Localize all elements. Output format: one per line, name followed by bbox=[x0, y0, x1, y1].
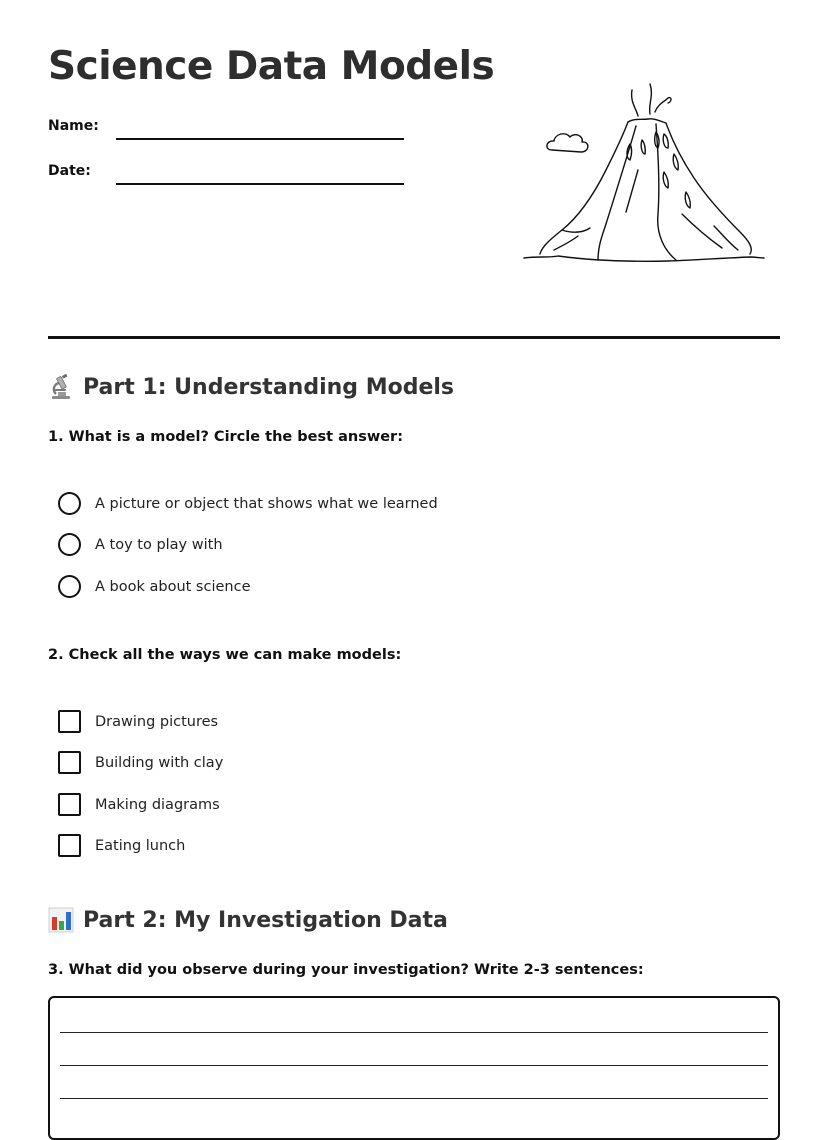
checkbox[interactable] bbox=[58, 710, 81, 733]
bar-chart-icon bbox=[48, 907, 74, 933]
writing-line bbox=[60, 1032, 768, 1033]
radio-button[interactable] bbox=[58, 492, 81, 515]
microscope-icon bbox=[48, 374, 74, 400]
answer-box[interactable] bbox=[48, 996, 780, 1140]
question-3: 3. What did you observe during your investigation? Write 2-3 sentences: bbox=[48, 962, 644, 978]
writing-line bbox=[60, 1098, 768, 1099]
q1-option-2[interactable] bbox=[58, 533, 223, 556]
checkbox[interactable] bbox=[58, 793, 81, 816]
option-label: A toy to play with bbox=[95, 536, 223, 553]
q1-option-3[interactable] bbox=[58, 575, 251, 598]
cloud-shape bbox=[547, 134, 588, 152]
question-2: 2. Check all the ways we can make models: bbox=[48, 647, 402, 663]
name-field[interactable] bbox=[116, 138, 404, 140]
radio-button[interactable] bbox=[58, 575, 81, 598]
part2-heading-text: Part 2: My Investigation Data bbox=[83, 907, 448, 933]
option-label: A picture or object that shows what we learned bbox=[95, 495, 438, 512]
part2-heading bbox=[48, 907, 448, 933]
q2-option-3[interactable] bbox=[58, 793, 220, 816]
q2-option-2[interactable] bbox=[58, 751, 223, 774]
writing-line bbox=[60, 1065, 768, 1066]
part1-heading bbox=[48, 374, 454, 400]
date-field[interactable] bbox=[116, 183, 404, 185]
volcano-illustration bbox=[518, 74, 770, 268]
checkbox[interactable] bbox=[58, 751, 81, 774]
checkbox[interactable] bbox=[58, 834, 81, 857]
q2-option-1[interactable] bbox=[58, 710, 218, 733]
option-label: Making diagrams bbox=[95, 796, 220, 813]
option-label: Drawing pictures bbox=[95, 713, 219, 730]
option-label: Eating lunch bbox=[95, 837, 186, 854]
q2-option-4[interactable] bbox=[58, 834, 185, 857]
radio-button[interactable] bbox=[58, 533, 81, 556]
q1-option-1[interactable] bbox=[58, 492, 438, 515]
option-label: Building with clay bbox=[95, 754, 224, 771]
option-label: A book about science bbox=[95, 578, 251, 595]
question-1: 1. What is a model? Circle the best answer: bbox=[48, 429, 404, 445]
part1-heading-text: Part 1: Understanding Models bbox=[83, 374, 455, 400]
name-label: Name: bbox=[48, 118, 99, 134]
page-title: Science Data Models bbox=[48, 44, 495, 89]
date-label: Date: bbox=[48, 163, 91, 179]
section-divider bbox=[48, 336, 780, 339]
